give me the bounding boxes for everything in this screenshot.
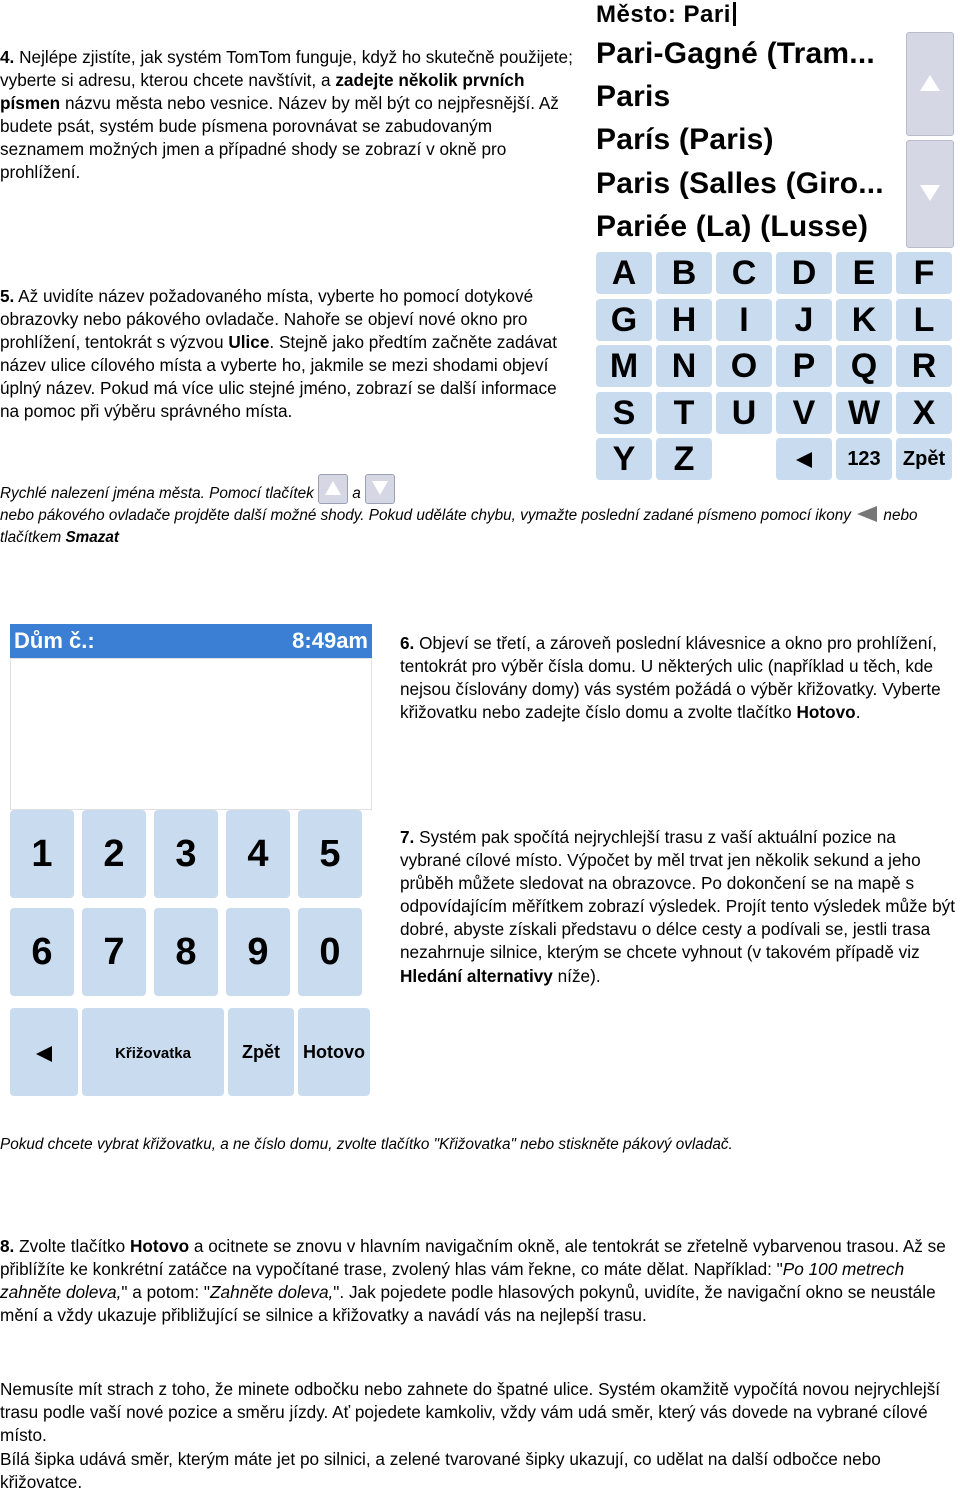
key-g[interactable]: G <box>596 299 652 341</box>
key-a[interactable]: A <box>596 252 652 294</box>
key-4[interactable]: 4 <box>226 810 290 898</box>
key-p[interactable]: P <box>776 345 832 387</box>
step7-paragraph: 7. Systém pak spočítá nejrychlejší trasu z vaší aktuální pozice na vybrané cílové místo. Výpočet by měl trvat jen několik sekund a jeho průběh můžete sledovat na obrazovce. Po dokončení se na mapě s odpovídajícím měřítkem zobrazí výsledek. Projít tento výsledek může být dobré, abyste získali představu o délce cesty a podívali se, jestli trasa nezahrnuje silnice, kterým se chcete vyhnout (v takovém případě viz Hledání alternativy níže). <box>400 827 956 986</box>
backspace-icon <box>796 452 812 468</box>
key-j[interactable]: J <box>776 299 832 341</box>
junction-button[interactable]: Křižovatka <box>82 1008 224 1096</box>
backspace-icon <box>857 506 877 522</box>
scroll-down-button[interactable] <box>906 140 954 248</box>
key-0[interactable]: 0 <box>298 908 362 996</box>
results-view <box>10 658 372 810</box>
text-caret <box>733 2 736 26</box>
junction-caption: Pokud chcete vybrat křižovatku, a ne číslo domu, zvolte tlačítko "Křižovatka" nebo stiskněte pákový ovladač. <box>0 1136 733 1153</box>
step4-number: 4. <box>0 47 15 67</box>
step6-number: 6. <box>400 633 415 653</box>
key-r[interactable]: R <box>896 345 952 387</box>
key-o[interactable]: O <box>716 345 772 387</box>
key-w[interactable]: W <box>836 392 892 434</box>
back-button[interactable]: Zpět <box>896 438 952 480</box>
city-caption: Rychlé nalezení jména města. Pomocí tlačítek a nebo pákového ovladače projděte další možné shody. Pokud uděláte chybu, vymažte poslední zadané písmeno pomocí ikony nebo tlačítkem Smazat <box>0 474 960 549</box>
arrow-down-icon <box>920 185 940 201</box>
step5-number: 5. <box>0 286 15 306</box>
step7-number: 7. <box>400 827 415 847</box>
list-item[interactable]: Pariée (La) (Lusse) <box>596 209 869 243</box>
list-item[interactable]: Paris (Salles (Giro... <box>596 166 884 200</box>
key-8[interactable]: 8 <box>154 908 218 996</box>
key-z[interactable]: Z <box>656 438 712 480</box>
city-results-list <box>596 32 896 248</box>
key-6[interactable]: 6 <box>10 908 74 996</box>
key-m[interactable]: M <box>596 345 652 387</box>
key-c[interactable]: C <box>716 252 772 294</box>
house-number-input-bar[interactable] <box>10 624 372 658</box>
key-b[interactable]: B <box>656 252 712 294</box>
arrow-down-icon <box>365 474 395 504</box>
backspace-button[interactable] <box>10 1008 78 1096</box>
key-h[interactable]: H <box>656 299 712 341</box>
city-input-bar[interactable]: Město: Pari <box>594 0 956 30</box>
arrows-paragraph: Bílá šipka udává směr, kterým máte jet po silnici, a zelené tvarované šipky ukazují, co udělat na další odbočce nebo křižovatce. <box>0 1449 881 1493</box>
list-item[interactable]: Pari-Gagné (Tram... <box>596 37 875 70</box>
back-button[interactable]: Zpět <box>228 1008 294 1096</box>
key-1[interactable]: 1 <box>10 810 74 898</box>
numbers-button[interactable]: 123 <box>836 438 892 480</box>
key-d[interactable]: D <box>776 252 832 294</box>
key-x[interactable]: X <box>896 392 952 434</box>
done-button[interactable]: Hotovo <box>298 1008 370 1096</box>
key-7[interactable]: 7 <box>82 908 146 996</box>
key-5[interactable]: 5 <box>298 810 362 898</box>
key-n[interactable]: N <box>656 345 712 387</box>
step8-paragraph: 8. Zvolte tlačítko Hotovo a ocitnete se znovu v hlavním navigačním okně, ale tentokrát se zřetelně vybarvenou trasou. Až se přiblížíte ke konkrétní zatáčce na vypočítané trase, zvolený hlas vám řekne, co máte dělat. Například: "Po 100 metrech zahněte doleva," a potom: "Zahněte doleva,". Jak pojedete podle hlasových pokynů, uvidíte, že navigační okno se neustále mění a vždy ukazuje přibližující se silnice a křižovatky a navádí vás na nejlepší trasu. <box>0 1236 946 1326</box>
rerouting-paragraph: Nemusíte mít strach z toho, že minete odbočku nebo zahnete do špatné ulice. Systém okamžitě vypočítá novou nejrychlejší trasu podle vaší nové pozice a směru jízdy. Ať pojedete kamkoliv, vždy vám udá směr, který vás dovede na vybrané cílové místo. <box>0 1379 941 1446</box>
list-item[interactable]: París (Paris) <box>596 123 774 157</box>
key-l[interactable]: L <box>896 299 952 341</box>
city-search-screenshot <box>594 0 956 480</box>
step8-number: 8. <box>0 1236 15 1256</box>
key-u[interactable]: U <box>716 392 772 434</box>
arrow-up-icon <box>318 474 348 504</box>
key-3[interactable]: 3 <box>154 810 218 898</box>
backspace-icon <box>36 1046 52 1062</box>
key-k[interactable]: K <box>836 299 892 341</box>
key-e[interactable]: E <box>836 252 892 294</box>
key-s[interactable]: S <box>596 392 652 434</box>
key-y[interactable]: Y <box>596 438 652 480</box>
key-f[interactable]: F <box>896 252 952 294</box>
key-t[interactable]: T <box>656 392 712 434</box>
key-q[interactable]: Q <box>836 345 892 387</box>
key-9[interactable]: 9 <box>226 908 290 996</box>
step4-paragraph: 4. Nejlépe zjistíte, jak systém TomTom funguje, když ho skutečně použijete; vyberte si adresu, kterou chcete navštívit, a zadejte několik prvních písmen názvu města nebo vesnice. Název by měl být co nejpřesnější. Až budete psát, systém bude písmena porovnávat se zabudovaným seznamem možných jmen a případné shody se zobrazí v okně pro prohlížení. <box>0 47 573 183</box>
step5-paragraph: 5. Až uvidíte název požadovaného místa, vyberte ho pomocí dotykové obrazovky nebo pákového ovladače. Nahoře se objeví nové okno pro prohlížení, tentokrát s výzvou Ulice. Stejně jako předtím začněte zadávat název ulice cílového místa a vyberte ho, jakmile se mezi shodami objeví úplný název. Pokud má více ulic stejné jméno, zobrazí se další informace na pomoc při výběru správného místa. <box>0 286 558 422</box>
scroll-up-button[interactable] <box>906 32 954 136</box>
arrow-up-icon <box>920 75 940 91</box>
house-number-screenshot <box>10 624 372 1106</box>
key-2[interactable]: 2 <box>82 810 146 898</box>
list-item[interactable]: Paris <box>596 80 671 114</box>
key-v[interactable]: V <box>776 392 832 434</box>
house-number-label: Dům č.: <box>14 628 95 653</box>
clock-time: 8:49am <box>292 628 368 653</box>
key-i[interactable]: I <box>716 299 772 341</box>
step6-paragraph: 6. Objeví se třetí, a zároveň poslední klávesnice a okno pro prohlížení, tentokrát pro výběr čísla domu. U některých ulic (například u těch, kde nejsou číslovány domy) vás systém požádá o výběr křižovatky. Vyberte křižovatku nebo zadejte číslo domu a zvolte tlačítko Hotovo. <box>400 633 941 723</box>
